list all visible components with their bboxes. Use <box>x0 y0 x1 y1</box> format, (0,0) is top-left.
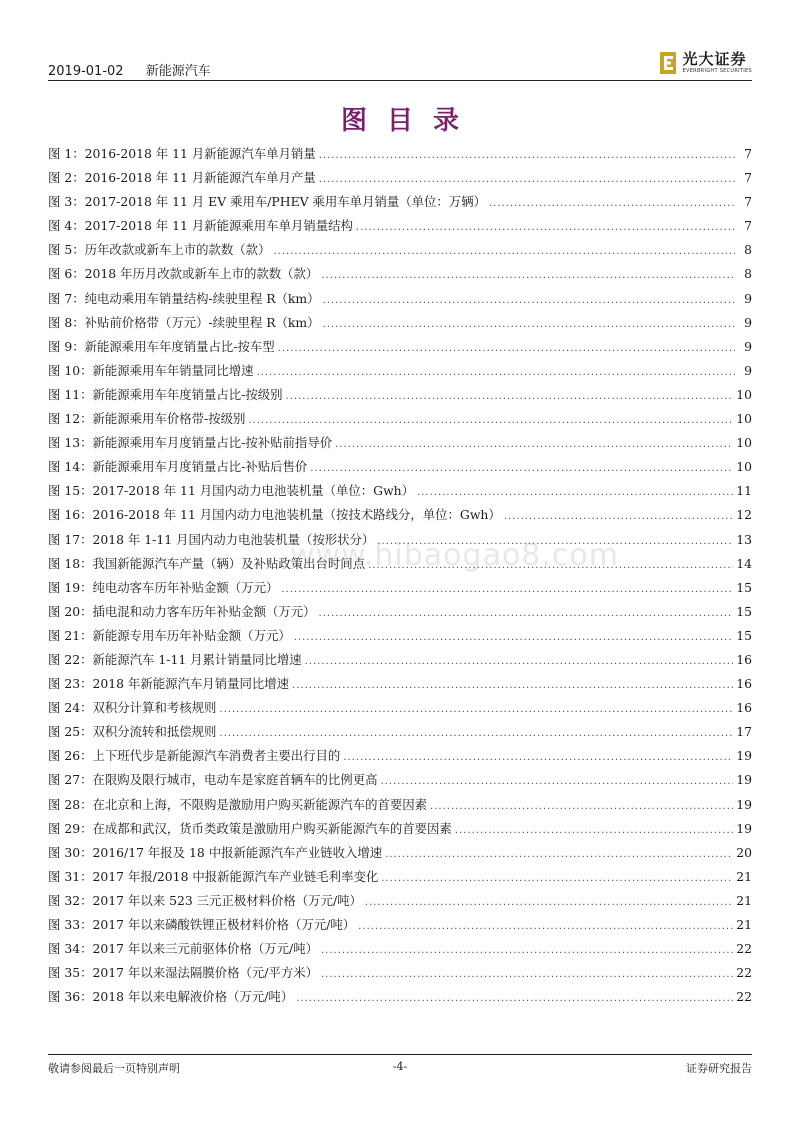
toc-leader-dots <box>257 367 735 378</box>
toc-leader-dots <box>489 198 735 209</box>
toc-entry[interactable] <box>48 891 752 915</box>
toc-leader-dots <box>286 391 734 402</box>
toc-leader-dots <box>319 150 735 161</box>
toc-entry[interactable] <box>48 867 752 891</box>
toc-entry-label: 图 21：新能源专用车历年补贴金额（万元） <box>48 627 291 643</box>
toc-entry-label: 图 29：在成都和武汉，货币类政策是激励用户购买新能源汽车的首要因素 <box>48 820 452 836</box>
toc-entry[interactable] <box>48 409 752 433</box>
header-meta <box>48 60 229 79</box>
watermark: www.hibaogao8.com <box>290 538 619 573</box>
toc-entry-page: 10 <box>736 411 752 427</box>
toc-entry[interactable] <box>48 240 752 264</box>
toc-entry-page: 16 <box>736 651 752 667</box>
toc-leader-dots <box>356 222 735 233</box>
toc-entry-label: 图 11：新能源乘用车年度销量占比-按级别 <box>48 386 283 402</box>
toc-entry-page: 7 <box>744 218 752 234</box>
toc-entry-label: 图 33：2017 年以来磷酸铁锂正极材料价格（万元/吨） <box>48 917 356 932</box>
toc-entry[interactable] <box>48 337 752 361</box>
toc-entry[interactable] <box>48 746 752 770</box>
toc-entry-label: 图 7：纯电动乘用车销量结构-续驶里程 R（km） <box>48 290 320 306</box>
toc-entry[interactable] <box>48 674 752 698</box>
toc-entry-page: 16 <box>736 700 752 716</box>
toc-leader-dots <box>296 993 733 1004</box>
toc-leader-dots <box>319 608 734 619</box>
toc-entry-page: 7 <box>744 194 752 210</box>
toc-entry-page: 9 <box>744 338 752 354</box>
logo-chinese-text: 光大证券 <box>682 50 747 68</box>
toc-entry[interactable] <box>48 698 752 722</box>
toc-entry-page: 9 <box>744 314 752 330</box>
toc-leader-dots <box>278 343 735 354</box>
toc-entry[interactable] <box>48 770 752 794</box>
toc-entry-page: 10 <box>736 435 752 451</box>
toc-entry[interactable] <box>48 264 752 288</box>
toc-leader-dots <box>385 849 733 860</box>
toc-entry-page: 22 <box>736 989 752 1005</box>
toc-leader-dots <box>281 584 733 595</box>
toc-entry-label: 图 20：插电混和动力客车历年补贴金额（万元） <box>48 603 316 619</box>
toc-entry-page: 13 <box>736 531 752 547</box>
toc-entry-label: 图 32：2017 年以来 523 三元正极材料价格（万元/吨） <box>48 892 362 908</box>
toc-leader-dots <box>292 680 733 691</box>
toc-leader-dots <box>323 319 735 330</box>
toc-entry-label: 图 30：2016/17 年报及 18 中报新能源汽车产业链收入增速 <box>48 844 383 860</box>
toc-entry-page: 19 <box>736 796 752 812</box>
footer-divider <box>48 1054 752 1055</box>
toc-entry-label: 图 18：我国新能源汽车产量（辆）及补贴政策出台时间点 <box>48 555 366 571</box>
toc-leader-dots <box>294 632 733 643</box>
toc-leader-dots <box>417 487 733 498</box>
company-logo <box>659 50 752 76</box>
toc-entry[interactable] <box>48 819 752 843</box>
toc-entry-label: 图 2：2016-2018 年 11 月新能源汽车单月产量 <box>48 170 316 186</box>
toc-leader-dots <box>335 439 733 450</box>
toc-entry-page: 10 <box>736 386 752 402</box>
toc-entry[interactable] <box>48 505 752 529</box>
toc-entry[interactable] <box>48 795 752 819</box>
toc-entry-label: 图 5：历年改款或新车上市的款数（款） <box>48 242 271 258</box>
toc-entry-page: 10 <box>736 459 752 475</box>
toc-leader-dots <box>321 969 733 980</box>
toc-entry[interactable] <box>48 481 752 505</box>
toc-entry-label: 图 19：纯电动客车历年补贴金额（万元） <box>48 579 279 595</box>
toc-entry[interactable] <box>48 650 752 674</box>
toc-entry-label: 图 4：2017-2018 年 11 月新能源乘用车单月销量结构 <box>48 218 353 234</box>
toc-entry-label: 图 27：在限购及限行城市，电动车是家庭首辆车的比例更高 <box>48 772 378 788</box>
toc-leader-dots <box>321 945 733 956</box>
toc-leader-dots <box>358 921 733 932</box>
toc-entry-page: 16 <box>736 676 752 692</box>
report-date: 2019-01-02 <box>48 64 124 79</box>
toc-entry-page: 19 <box>736 772 752 788</box>
toc-leader-dots <box>305 656 734 667</box>
toc-entry-label: 图 8：补贴前价格带（万元）-续驶里程 R（km） <box>48 314 320 330</box>
toc-entry[interactable] <box>48 722 752 746</box>
toc-entry[interactable] <box>48 915 752 939</box>
toc-entry-page: 19 <box>736 748 752 764</box>
toc-entry-label: 图 1：2016-2018 年 11 月新能源汽车单月销量 <box>48 146 316 161</box>
toc-entry-page: 8 <box>744 266 752 282</box>
toc-entry-page: 12 <box>736 507 752 523</box>
toc-leader-dots <box>219 728 733 739</box>
toc-entry-label: 图 34：2017 年以来三元前驱体价格（万元/吨） <box>48 941 318 957</box>
toc-entry-label: 图 6：2018 年历月改款或新车上市的款数（款） <box>48 266 319 282</box>
toc-leader-dots <box>248 415 733 426</box>
toc-entry-page: 15 <box>736 579 752 595</box>
toc-leader-dots <box>323 295 735 306</box>
toc-entry-label: 图 31：2017 年报/2018 中报新能源汽车产业链毛利率变化 <box>48 868 379 884</box>
toc-entry-page: 21 <box>736 892 752 908</box>
toc-entry-page: 21 <box>736 868 752 884</box>
figure-index-list <box>48 144 752 1011</box>
page-number: -4- <box>392 1060 408 1073</box>
toc-entry-label: 图 14：新能源乘用车月度销量占比-补贴后售价 <box>48 459 308 475</box>
toc-leader-dots <box>381 873 733 884</box>
toc-entry[interactable] <box>48 602 752 626</box>
toc-entry-page: 22 <box>736 941 752 957</box>
toc-entry[interactable] <box>48 361 752 385</box>
report-category: 新能源汽车 <box>145 64 211 79</box>
toc-entry-label: 图 15：2017-2018 年 11 月国内动力电池装机量（单位：Gwh） <box>48 483 415 499</box>
toc-entry-page: 14 <box>736 555 752 571</box>
toc-entry[interactable] <box>48 457 752 481</box>
toc-entry-label: 图 28：在北京和上海，不限购是激励用户购买新能源汽车的首要因素 <box>48 796 428 812</box>
toc-entry-page: 20 <box>736 844 752 860</box>
toc-entry-label: 图 9：新能源乘用车年度销量占比-按车型 <box>48 338 275 354</box>
toc-leader-dots <box>380 776 733 787</box>
toc-leader-dots <box>365 897 733 908</box>
toc-entry[interactable] <box>48 626 752 650</box>
toc-entry-label: 图 35：2017 年以来湿法隔膜价格（元/平方米） <box>48 965 318 981</box>
toc-entry-page: 17 <box>736 724 752 740</box>
toc-entry[interactable] <box>48 168 752 192</box>
toc-leader-dots <box>504 511 733 522</box>
toc-entry[interactable] <box>48 385 752 409</box>
toc-entry-page: 22 <box>736 965 752 981</box>
toc-leader-dots <box>319 174 735 185</box>
disclaimer-note: 敬请参阅最后一页特别声明 <box>48 1062 180 1075</box>
toc-entry[interactable] <box>48 144 752 168</box>
toc-entry-label: 图 3：2017-2018 年 11 月 EV 乘用车/PHEV 乘用车单月销量（单位：万辆） <box>48 194 486 210</box>
toc-entry-label: 图 26：上下班代步是新能源汽车消费者主要出行目的 <box>48 748 341 764</box>
page-title: 图目录 <box>340 106 479 136</box>
toc-entry-page: 15 <box>736 603 752 619</box>
toc-entry[interactable] <box>48 578 752 602</box>
toc-entry-page: 19 <box>736 820 752 836</box>
toc-entry[interactable] <box>48 216 752 240</box>
toc-entry-page: 7 <box>744 170 752 186</box>
toc-leader-dots <box>343 752 733 763</box>
report-type: 证券研究报告 <box>686 1062 752 1075</box>
toc-entry-label: 图 36：2018 年以来电解液价格（万元/吨） <box>48 989 294 1005</box>
toc-entry-page: 15 <box>736 627 752 643</box>
toc-entry-page: 9 <box>744 290 752 306</box>
toc-entry-label: 图 22：新能源汽车 1-11 月累计销量同比增速 <box>48 651 302 667</box>
toc-entry[interactable] <box>48 987 752 1011</box>
toc-entry-page: 11 <box>736 483 752 499</box>
toc-entry-page: 21 <box>736 917 752 932</box>
page-header <box>48 48 752 80</box>
toc-entry-page: 8 <box>744 242 752 258</box>
toc-entry-label: 图 25：双积分流转和抵偿规则 <box>48 724 217 740</box>
toc-leader-dots <box>219 704 733 715</box>
page-footer <box>48 1060 752 1078</box>
toc-entry-label: 图 17：2018 年 1-11 月国内动力电池装机量（按形状分） <box>48 531 375 547</box>
toc-entry-label: 图 13：新能源乘用车月度销量占比-按补贴前指导价 <box>48 435 333 451</box>
toc-entry-label: 图 23：2018 年新能源汽车月销量同比增速 <box>48 676 290 692</box>
toc-entry-page: 7 <box>744 146 752 161</box>
toc-entry[interactable] <box>48 939 752 963</box>
toc-entry-label: 图 12：新能源乘用车价格带-按级别 <box>48 411 246 427</box>
logo-english-text: EVERBRIGHT SECURITIES <box>682 68 752 74</box>
toc-entry[interactable] <box>48 433 752 457</box>
toc-entry-label: 图 10：新能源乘用车年销量同比增速 <box>48 362 254 378</box>
header-divider <box>48 80 752 81</box>
toc-entry[interactable] <box>48 313 752 337</box>
toc-leader-dots <box>310 463 733 474</box>
toc-entry[interactable] <box>48 843 752 867</box>
toc-entry-label: 图 16：2016-2018 年 11 月国内动力电池装机量（按技术路线分，单位：Gwh） <box>48 507 501 523</box>
toc-leader-dots <box>430 801 733 812</box>
toc-entry-page: 9 <box>744 362 752 378</box>
everbright-logo-icon <box>659 51 677 75</box>
toc-leader-dots <box>455 825 733 836</box>
toc-entry[interactable] <box>48 192 752 216</box>
toc-leader-dots <box>273 246 735 257</box>
toc-entry-label: 图 24：双积分计算和考核规则 <box>48 700 217 716</box>
toc-leader-dots <box>321 270 735 281</box>
toc-entry[interactable] <box>48 963 752 987</box>
toc-entry[interactable] <box>48 289 752 313</box>
